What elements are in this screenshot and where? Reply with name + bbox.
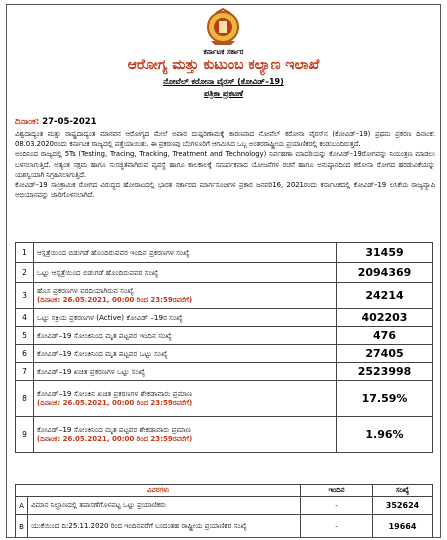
row-number: 5 <box>16 327 34 345</box>
press-release-page <box>6 4 441 538</box>
row-description: ಒಟ್ಟು ಸಕ್ರಿಯ ಪ್ರಕರಣಗಳ (Active) ಕೋವಿಡ್ –19ರ ಸಂಖ್ಯೆ <box>34 309 337 327</box>
paragraph: ಅಂದಿನಿಂದ ರಾಜ್ಯದಲ್ಲಿ 5Ts (Testing, Tracing, Tracking, Treatment and Technology) ನಿರ್ವಹಣಾ ಮಾದರಿಯನ್ನು ಕೋವಿಡ್–19ರೋಗವನ್ನು ನಿಯಂತ್ರಣ ಮಾಡಲು ಬಳಸಲಾಗುತ್ತಿದೆ. ಅತ್ಯಂತ ಸಕ್ಷಮ ಹಾಗೂ ಸುಸಜ್ಜಿತವಾಗಿರುವ ವ್ಯವಸ್ಥೆ ಹಾಗೂ ಕಾಲಕಾಲಕ್ಕೆ ಸಮರ್ಪಕವಾದ ಯೋಜನೆಗಳ ರಚನೆ ಹಾಗೂ ಅನುಷ್ಠಾನದಿಂದ ಕರೋನಾ ರೋಗದ ಹರಡುವಿಕೆಯನ್ನು ಯಶಸ್ವಿಯಾಗಿ ನಿಗ್ರಹಿಸಲಾಗುತ್ತಿದೆ. <box>15 150 435 179</box>
table-row <box>16 417 433 453</box>
row-letter: A <box>16 497 28 515</box>
row-description: ವಿಮಾನ ನಿಲ್ದಾಣದಲ್ಲಿ ತಪಾಸಣೆಗೊಳಪಟ್ಟ ಒಟ್ಟು ಪ್ರಯಾಣಿಕರು <box>28 497 301 515</box>
row-description: ಯುಕೆಯಿಂದ ದಿ:25.11.2020 ರಿಂದ ಇಂದಿನವರೆಗೆ ಬಂದಂತಹ ರಾಷ್ಟ್ರೀಯ ಪ್ರಯಾಣಿಕರ ಸಂಖ್ಯೆ <box>28 515 301 539</box>
row-number: 6 <box>16 345 34 363</box>
header-today: ಇಂದಿನ <box>301 485 373 497</box>
table-row <box>16 345 433 363</box>
row-description: ಕೋವಿಡ್–19 ಸೋಂಕಿನಿಂದ ಮೃತ ಪಟ್ಟವರ ಒಟ್ಟು ಸಂಖ್ಯೆ <box>34 345 337 363</box>
row-number: 2 <box>16 263 34 283</box>
row-description <box>34 417 337 453</box>
row-description <box>34 283 337 309</box>
table-row <box>16 497 433 515</box>
row-description: ಕೋವಿಡ್–19 ಖಚಿತ ಪ್ರಕರಣಗಳ ಒಟ್ಟು ಸಂಖ್ಯೆ <box>34 363 337 381</box>
row-description: ಒಟ್ಟು ಆಸ್ಪತ್ರೆಯಿಂದ ಬಿಡುಗಡೆ ಹೊಂದಿರುವವರ ಸಂಖ್ಯೆ <box>34 263 337 283</box>
table-row <box>16 309 433 327</box>
row-count: 19664 <box>373 515 433 539</box>
table-row <box>16 363 433 381</box>
government-name: ಕರ್ನಾಟಕ ಸರ್ಕಾರ <box>203 48 244 56</box>
row-number: 7 <box>16 363 34 381</box>
row-count: 352624 <box>373 497 433 515</box>
table-row <box>16 283 433 309</box>
row-value: 17.59% <box>337 381 433 417</box>
row-value: 2094369 <box>337 263 433 283</box>
row-description-text: ಹೊಸ ಪ್ರಕರಣಗಳ ವರದಿಯಾಗಿರುವ ಸಂಖ್ಯೆ <box>37 286 134 295</box>
row-date-range: (ದಿನಾಂಕ: 26.05.2021, 00:00 ರಿಂದ 23:59ರವರೆಗೆ) <box>37 435 193 443</box>
table-row <box>16 515 433 539</box>
row-number: 8 <box>16 381 34 417</box>
row-today: - <box>301 497 373 515</box>
row-number: 3 <box>16 283 34 309</box>
date-label: ದಿನಾಂಕ: <box>15 117 40 127</box>
row-description-text: ಕೋವಿಡ್–19 ಸೋಂಕಿನಿಂದ ಮೃತ ಪಟ್ಟವರ ಶೇಕಡಾವಾರು ಪ್ರಮಾಣ <box>37 425 192 434</box>
row-value: 31459 <box>337 243 433 263</box>
row-value: 27405 <box>337 345 433 363</box>
department-title: ಆರೋಗ್ಯ ಮತ್ತು ಕುಟುಂಬ ಕಲ್ಯಾಣ ಇಲಾಖೆ <box>127 57 320 73</box>
row-letter: B <box>16 515 28 539</box>
row-description: ಕೋವಿಡ್–19 ಸೋಂಕಿನಿಂದ ಮೃತ ಪಟ್ಟವರ ಇಂದಿನ ಸಂಖ್ಯೆ <box>34 327 337 345</box>
press-release-title: ಪತ್ರಿಕಾ ಪ್ರಕಟಣೆ <box>203 89 244 98</box>
header-details: ವಿವರಗಳು <box>16 485 301 497</box>
table-row <box>16 381 433 417</box>
row-today: - <box>301 515 373 539</box>
header-count: ಸಂಖ್ಯೆ <box>373 485 433 497</box>
row-value: 476 <box>337 327 433 345</box>
row-number: 1 <box>16 243 34 263</box>
row-date-range: (ದಿನಾಂಕ: 26.05.2021, 00:00 ರಿಂದ 23:59ರವರೆಗೆ) <box>37 296 193 304</box>
paragraph: ಕೋವಿಡ್–19 ಸಾಂಕ್ರಾಮಿಕ ರೋಗದ ವಿರುದ್ಧದ ಹೋರಾಟದಲ್ಲಿ ಭಾರತ ಸರ್ಕಾರದ ಮಾರ್ಗಸೂಚಿಗಳ ಪ್ರಕಾರ ಜನವರಿ16, 2021ರಂದು ಕರ್ನಾಟಕದಲ್ಲಿ ಕೋವಿಡ್–19 ಲಸಿಕೆಯ ರಾಜ್ಯವ್ಯಾಪಿ ಅಭಿಯಾನವನ್ನು ಜಾರಿಗೊಳಿಸಲಾಗಿದೆ. <box>15 181 435 200</box>
intro-text <box>15 129 435 200</box>
release-date <box>15 117 97 127</box>
row-description-text: ಕೋವಿಡ್–19 ಸೋಂಕಿನ ಖಚಿತ ಪ್ರಕರಣಗಳ ಶೇಕಡಾವಾರು ಪ್ರಮಾಣ <box>37 389 193 398</box>
row-description: ಆಸ್ಪತ್ರೆಯಿಂದ ಬಿಡುಗಡೆ ಹೊಂದಿರುವವರ ಇಂದಿನ ಪ್ರಕರಣಗಳ ಸಂಖ್ಯೆ <box>34 243 337 263</box>
table-row <box>16 263 433 283</box>
row-value: 1.96% <box>337 417 433 453</box>
karnataka-emblem-icon <box>204 7 242 47</box>
traveller-table <box>15 484 433 538</box>
row-date-range: (ದಿನಾಂಕ: 26.05.2021, 00:00 ರಿಂದ 23:59ರವರೆಗೆ) <box>37 399 193 407</box>
paragraph: ವಿಶ್ವದಾದ್ಯಂತ ಮತ್ತು ರಾಷ್ಟ್ರದಾದ್ಯಂತ ಮಾನವನ ಆರೋಗ್ಯದ ಮೇಲೆ ಅಪಾರ ದುಷ್ಪರಿಣಾಮಕ್ಕೆ ಕಾರಣವಾದ ನೋವೆಲ್ ಕರೋನಾ ವೈರಸ್‌ನ (ಕೋವಿಡ್–19) ಪ್ರಥಮ ಪ್ರಕರಣ ದಿನಾಂಕ: 08.03.2020ರಂದು ಕರ್ನಾಟಕ ರಾಜ್ಯದಲ್ಲಿ ಪತ್ತೆಯಾಯಿತು. ಈ ಪ್ರಕರಣವು ಬೆಂಗಳೂರಿಗೆ ಆಗಮಿಸಿದ ಒಬ್ಬ ಅಂತರರಾಷ್ಟ್ರೀಯ ಪ್ರಯಾಣಿಕರಲ್ಲಿ ಕಂಡುಬಂದಿರುತ್ತದೆ. <box>15 130 435 149</box>
row-value: 24214 <box>337 283 433 309</box>
row-number: 4 <box>16 309 34 327</box>
statistics-table <box>15 242 433 453</box>
table-row <box>16 243 433 263</box>
date-value: 27-05-2021 <box>42 117 97 127</box>
row-value: 2523998 <box>337 363 433 381</box>
row-description <box>34 381 337 417</box>
subject-title: ನೋವೆಲ್ ಕರೋನಾ ವೈರಸ್ (ಕೋವಿಡ್–19) <box>163 77 284 86</box>
row-value: 402203 <box>337 309 433 327</box>
table-row <box>16 327 433 345</box>
table-header-row <box>16 485 433 497</box>
row-number: 9 <box>16 417 34 453</box>
